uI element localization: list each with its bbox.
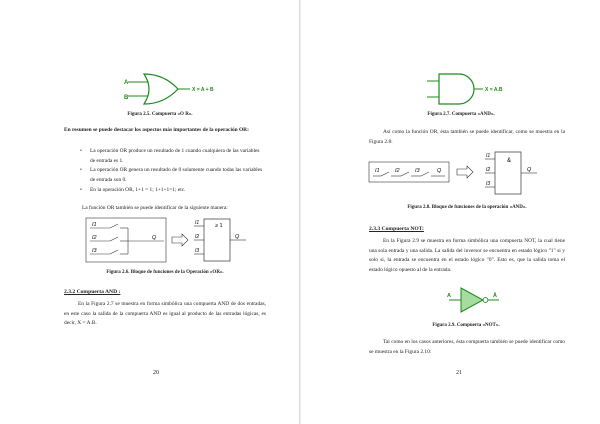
- fig28-input-3: I3: [415, 168, 420, 174]
- fig26-arrow-icon: [172, 234, 188, 246]
- section-heading-not-text: 2.3.3 Compuerta NOT:: [369, 226, 424, 232]
- bullet-item: • En la operación OR, 1+1 = 1; 1+1+1=1; etc.: [80, 186, 264, 196]
- not-gate-diagram: [447, 285, 507, 315]
- fig28-caption: Figura 2.8. Bloque de funciones de la operación «AND».: [407, 205, 527, 210]
- page-number-right: 21: [456, 370, 462, 376]
- and-output-label: X = A.B: [485, 87, 503, 93]
- fig28-input-1: I1: [375, 168, 380, 174]
- fig28-block-input-2: I2: [486, 167, 491, 173]
- or-input-a: A: [124, 80, 129, 86]
- switch-intro: La función OR también se puede identificar de la siguiente manera:: [82, 205, 228, 211]
- fig25-caption: Figura 2.5. Compuerta «O R».: [127, 112, 193, 117]
- not-input-label: A: [447, 293, 451, 299]
- not-section-text: En la Figura 2.9 se muestra en forma simbólica una compuerta NOT, la cual tiene una sola entrada y una salida. La salida del inversor se encuentra en estado lógico "1" si y solo si, la entrada se encuentra en el estado lógico "0". Esto es, que la salida toma el estado lógico opuesto al de la entrada.: [369, 238, 565, 274]
- bullet-item: • La operación OR genera un resultado de 0 solamente cuando todas las variables de entrada son 0.: [80, 166, 264, 185]
- fig26-block-input-1: I1: [195, 220, 200, 226]
- and-section-text: En la Figura 2.7 se muestra en forma simbólica una compuerta AND de dos entradas, en este caso la salida de la compuerta AND es igual al producto de las entradas lógicas, es decir, X = A.B.: [64, 301, 266, 327]
- section-heading-not: [369, 226, 424, 232]
- page-right: [301, 0, 600, 424]
- fig28-input-2: I2: [395, 168, 400, 174]
- page-number-left: 20: [153, 370, 159, 376]
- and-intro-text: Así como la función OR, ésta también se puede identificar, como se muestra en la Figura 2.8:: [369, 129, 565, 145]
- or-output-label: X = A + B: [192, 87, 214, 93]
- fig29-caption: Figura 2.9. Compuerta «NOT».: [432, 323, 500, 328]
- fig26-block-input-3: I3: [195, 248, 200, 254]
- or-input-b: B: [124, 95, 129, 101]
- fig26-input-2: I2: [92, 235, 97, 241]
- fig26-diagram: [86, 217, 266, 265]
- and-gate-diagram: [425, 72, 525, 106]
- or-bullet-list: [80, 147, 264, 196]
- fig28-block-input-3: I3: [486, 181, 491, 187]
- closing-text: Tal como en los casos anteriores, ésta compuerta también se puede identificar como se muestra en la Figura 2.10:: [369, 339, 565, 355]
- not-output-label: Ā: [493, 293, 497, 299]
- fig26-caption: Figura 2.6. Bloque de funciones de la Operación «OR».: [106, 270, 224, 275]
- fig26-output: Q: [152, 235, 157, 241]
- fig28-block-input-1: I1: [486, 153, 491, 159]
- fig26-input-3: I3: [92, 248, 97, 254]
- fig26-block-output: Q: [235, 234, 240, 240]
- fig27-caption: Figura 2.7. Compuerta «AND».: [427, 112, 495, 117]
- fig28-diagram: [369, 150, 569, 196]
- fig28-block-label: &: [507, 158, 512, 164]
- fig28-arrow-icon: [457, 166, 473, 178]
- fig28-block-output: Q: [527, 167, 532, 173]
- fig26-block-input-2: I2: [195, 234, 200, 240]
- fig26-block-label: ≥ 1: [215, 223, 223, 229]
- bullet-item: • La operación OR produce un resultado de 1 cuando cualquiera de las variables de entrada es 1.: [80, 147, 264, 166]
- fig26-input-1: I1: [92, 222, 97, 228]
- fig28-output: Q: [437, 168, 442, 174]
- or-gate-diagram: [118, 72, 228, 106]
- section-heading-and-text: 2.3.2 Compuerta AND :: [64, 289, 121, 295]
- section-heading-and: [64, 289, 120, 295]
- summary-heading: En resumen se puede destacar los aspectos más importantes de la operación OR:: [64, 127, 249, 133]
